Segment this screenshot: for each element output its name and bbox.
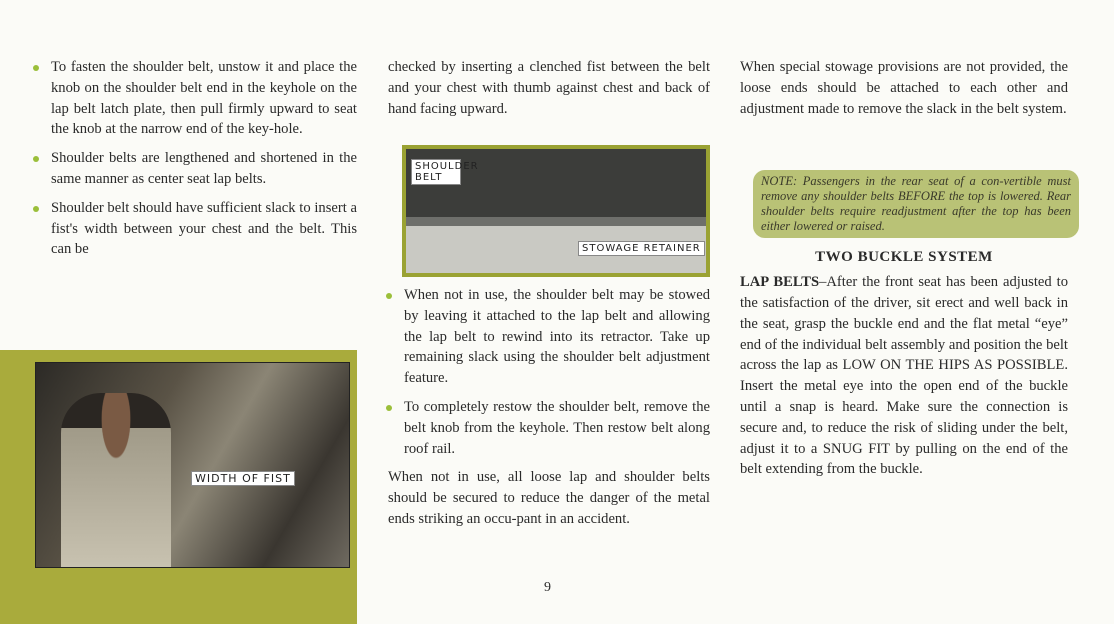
heading-two-buckle-system: TWO BUCKLE SYSTEM: [815, 249, 993, 266]
bullet-sufficient-slack: Shoulder belt should have sufficient slack to insert a fist's width between your chest and the belt. This can be: [35, 198, 357, 260]
paragraph-loose-belts: When not in use, all loose lap and shoulder belts should be secured to reduce the danger of the metal ends striking an occu-pant in an accident.: [388, 469, 710, 527]
driver-figure: [61, 393, 171, 567]
photo-width-of-fist: [35, 362, 350, 568]
column-2-lower: [388, 285, 710, 538]
lap-belts-lead: LAP BELTS: [740, 274, 820, 291]
bullet-lengthen-shorten: Shoulder belts are lengthened and shortened in the same manner as center seat lap belts.: [35, 148, 357, 190]
column-2: [388, 57, 710, 127]
paragraph-lap-belts: –After the front seat has been adjusted to the satisfaction of the driver, sit erect and well back in the seat, grasp the buckle end and the flat metal “eye” end of the individual belt assembly and position the belt across the lap as LOW ON THE HIPS AS POSSIBLE. Insert the metal eye into the open end of the buckle until a snap is heard. Make sure the connection is secure and, to reduce the risk of sliding under the belt, adjust it to a SNUG FIT by pulling on the end of the belt extending from the buckle.: [740, 274, 1068, 478]
column-3: [740, 57, 1068, 488]
paragraph-stowage: When special stowage provisions are not provided, the loose ends should be attached to each other and adjustment made to remove the slack in the belt system.: [740, 59, 1068, 117]
photo-label-shoulder-belt: SHOULDER BELT: [411, 159, 461, 185]
photo-shoulder-belt-stowage: [402, 145, 710, 277]
photo-label-width-of-fist: WIDTH OF FIST: [191, 471, 295, 486]
bullet-fasten-shoulder-belt: To fasten the shoulder belt, unstow it and place the knob on the shoulder belt end in the keyhole on the lap belt latch plate, then pull firmly upward to seat the knob at the narrow end of the key-hole.: [35, 57, 357, 140]
note-box: NOTE: Passengers in the rear seat of a con-vertible must remove any shoulder belts BEFORE the top is lowered. Rear shoulder belts require readjustment after the top has been either lowered or raised.: [753, 170, 1079, 238]
photo-label-stowage-retainer: STOWAGE RETAINER: [578, 241, 705, 256]
paragraph-fist-check: checked by inserting a clenched fist between the belt and your chest with thumb against chest and back of hand facing upward.: [388, 59, 710, 117]
column-1: [35, 57, 357, 268]
page-number: 9: [544, 580, 551, 595]
bullet-stow-belt: When not in use, the shoulder belt may be stowed by leaving it attached to the lap belt and allowing the lap belt to rewind into its retractor. Take up remaining slack using the shoulder belt adjustment feature.: [388, 285, 710, 389]
bullet-restow-belt: To completely restow the shoulder belt, remove the belt knob from the keyhole. Then restow belt along roof rail.: [388, 397, 710, 459]
